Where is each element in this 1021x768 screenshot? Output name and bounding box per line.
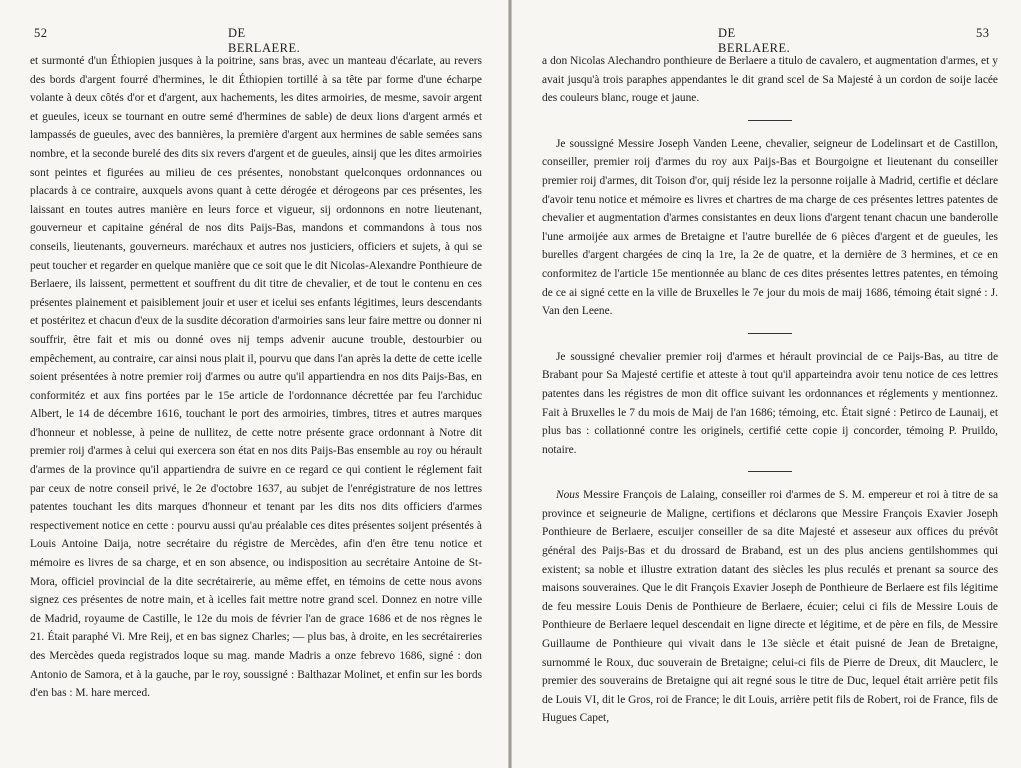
section-divider xyxy=(748,471,792,472)
body-paragraph: a don Nicolas Alechandro ponthieure de Berlaere a titulo de cavalero, et augmentation d'armes, et y avait jusqu'à trois paraphes appendantes le dit grand scel de Sa Majesté à un cordon de soije lacée des couleurs blanc, rouge et jaune. xyxy=(542,55,998,105)
paragraph-text: Messire François de Lalaing, conseiller roi d'armes de S. M. empereur et roi à titre de sa province et seigneurie de Maligne, certifions et déclarons que Messire François Exavier Joseph Ponthieure de Berlaere, escuijer conseiller de sa dite Majesté et asseseur aux offices du prévôt général des Paijs-Bas et du drossard de Braband, est un des plus anciens gentilshommes qui existent; sa noble et illustre extration datant des siècles les plus reculés et prenant sa source des maisons souveraines. Que le dit François Exavier Joseph de Ponthieure de Berlaere est fils légitime de feu messire Louis Denis de Ponthieure de Berlaere, écuier; celui ci fils de Messire Louis de Ponthieure de Berlaere lequel descendait en ligne directe et légitime, et de père en fils, de Messire Guillaume de Ponthieure qui vivait dans le 13e siècle et était puisné de Jean de Bretaigne, surnommé le Roux, duc souverain de Bretaigne; celui-ci fils de Pierre de Dreux, dit Mauclerc, le premier des souverains de Bretaigne qui ait regné sous le titre de Duc, lequel était arrière petit fils de Louis VI, dit le Gros, roi de France; le dit Louis, arrière petit fils de Robert, roi de France, fils de Hugues Capet, xyxy=(542,489,998,725)
right-page xyxy=(512,0,1021,768)
running-title: DE BERLAERE. xyxy=(228,26,301,55)
italic-lead-word: Nous xyxy=(556,489,580,502)
certificate-paragraph: Je soussigné chevalier premier roij d'armes et hérault provincial de ce Paijs-Bas, au titre de Brabant pour Sa Majesté certifie et atteste à tout qu'il apparteindra avoir tenu notice de ces lettres patentes dans les régistres de mon dit office suivant les ordonnances et réglements y mentionnez. Fait à Bruxelles le 7 du mois de Maij de l'an 1686; témoing, etc. Était signé : Petirco de Launaij, et plus bas : collationné contre les originels, certifié cette copie ij concorder, témoing P. Pruildo, notaire. xyxy=(542,350,998,456)
section-divider xyxy=(748,333,792,334)
page-number: 52 xyxy=(34,26,48,40)
page-number: 53 xyxy=(976,26,990,40)
left-page xyxy=(0,0,508,768)
certificate-paragraph xyxy=(542,486,998,728)
body-paragraph: et surmonté d'un Éthiopien jusques à la poitrine, sans bras, avec un manteau d'écarlate, au revers des bords d'argent fourré d'hermines, le dit Éthiopien tortillé à sa tête par forme d'une écharpe volante à deux côtés d'or et d'argent, aux hachements, les dites armoiries, de mesme, savoir argent et gueules, iceux se tournant en outre semé d'hermines de sable) de deux lions d'argent armés et lampassés de gueules, avec des bannières, la première d'argent aux hermines de sable semées sans nombre, et la seconde burelé des dits six revers d'argent et de gueules, ainsij que les dites armoiries sont peintes et figurées au milieu de ces présentes, nonobstant quelconques ordonnances ou placards à ce contraire, auxquels avons quant à cette dérogée et dérogeons par ces présentes, les laissant en toutes autres manière en leurs force et vigueur, sij ordonnons en notre lieutenant, gouverneur et capitaine général de nos dits Paijs-Bas, mandons et commandons à tous nos conseils, lieutenants, gouverneurs. maréchaux et autres nos justiciers, officiers et sujets, à qui se peut toucher et regarder en quelque manière que ce soit que le dit Nicolas-Alexandre Ponthieure de Berlaere, ils laissent, permettent et souffrent du dit titre de chevalier, et de tout le contenu en ces présentes plainement et paisiblement jouir et user et icelui ses enfants légitimes, leurs descendants et postéritez et chacun d'eux de la susdite décoration d'armoiries sans leur faire mettre ou donner ni souffrir, être fait et mis ou donné oves nij temps advenir aucune trouble, destourbier ou empêchement, au contraire, car ainsi nous plait il, pourvu que dans l'an après la dette de cette icelle soient présentées à notre premier roij d'armes ou autre qu'il appartiendra en nos dits Paijs-Bas, en conformitéz et aux fins portées par le 15e article de l'ordonnance décrettée par feu l'archiduc Albert, le 14 de décembre 1616, touchant le port des armoiries, timbres, titres et autres marques d'honneur et noblesse, à peine de nullitez, de cette notre présente grace ordonnant à Notre dit premier roij d'armes à celui qui exercera son état en nos dits Paijs-Bas ensemble au roy ou hérault d'armes de la province qu'il appartiendra de suivre en ce regard ce qui contient le réglement fait par ceux de notre conseil privé, le 2e d'octobre 1637, au subjet de l'enrégistrature de nos lettres patentes touchant les dits marques d'honneur et tenant par les dits nos dits officiers d'armes respectivement notice en cette : pourvu aussi qu'au préalable ces dites présentes soijent présentés à Louis Antoine Daija, notre secrétaire du régistre de Mercèdes, afin d'en être tenu notice et mémoire es livres de sa charge, et en son absence, ou indisposition au secrétaire Antoine de St-Mora, officiel provincial de la dite secrétairerie, au même effet, en témoins de cette nous avons signez ces présentes de notre main, et à icelles fait mettre notre grand scel. Donnez en notre ville de Madrid, royaume de Castille, le 12e du mois de février l'an de grace 1686 et de nos règnes le 21. Était paraphé Vi. Mre Reij, et en bas signez Charles; — plus bas, à droite, en les secrétaireries des Mercèdes queda registrados loque su mag. mande Madris a onze febrevo 1686, signé : don Antonio de Samora, et à la gauche, par le roy, soussigné : Balthazar Molinet, et enfin sur les bords d'en bas : M. hare merced. xyxy=(30,55,482,700)
certificate-paragraph: Je soussigné Messire Joseph Vanden Leene, chevalier, seigneur de Lodelinsart et de Castillon, conseiller, premier roij d'armes du roy aux Paijs-Bas et Bourgoigne et lieutenant du conseiller premier roij d'armes, dit Toison d'or, quij réside lez la personne roijalle à Madrid, certifie et déclare d'avoir tenu notice et mémoire es livres et chartres de ma charge de ces présentes lettres patentes de chevalier et augmentation d'armes consistantes en deux lions d'argent tenant chacun une banderolle l'une armoijée aux armes de Bretaigne et l'autre burellée de 6 pièces d'argent et de gueules, les burelles d'argent chargées de cinq la 1re, la 2e de quatre, et la dernière de 3 hermines, et ce en conformitez de l'article 15e mentionnée au blanc de ces dites présentes lettres patentes, en témoing de ce ai signé cette en la ville de Bruxelles le 7e jour du mois de maij 1686, témoing était signé : J. Van den Leene. xyxy=(542,137,998,318)
left-page-body xyxy=(30,52,482,703)
running-title: DE BERLAERE. xyxy=(718,26,791,55)
section-divider xyxy=(748,120,792,121)
right-page-body xyxy=(542,52,998,728)
